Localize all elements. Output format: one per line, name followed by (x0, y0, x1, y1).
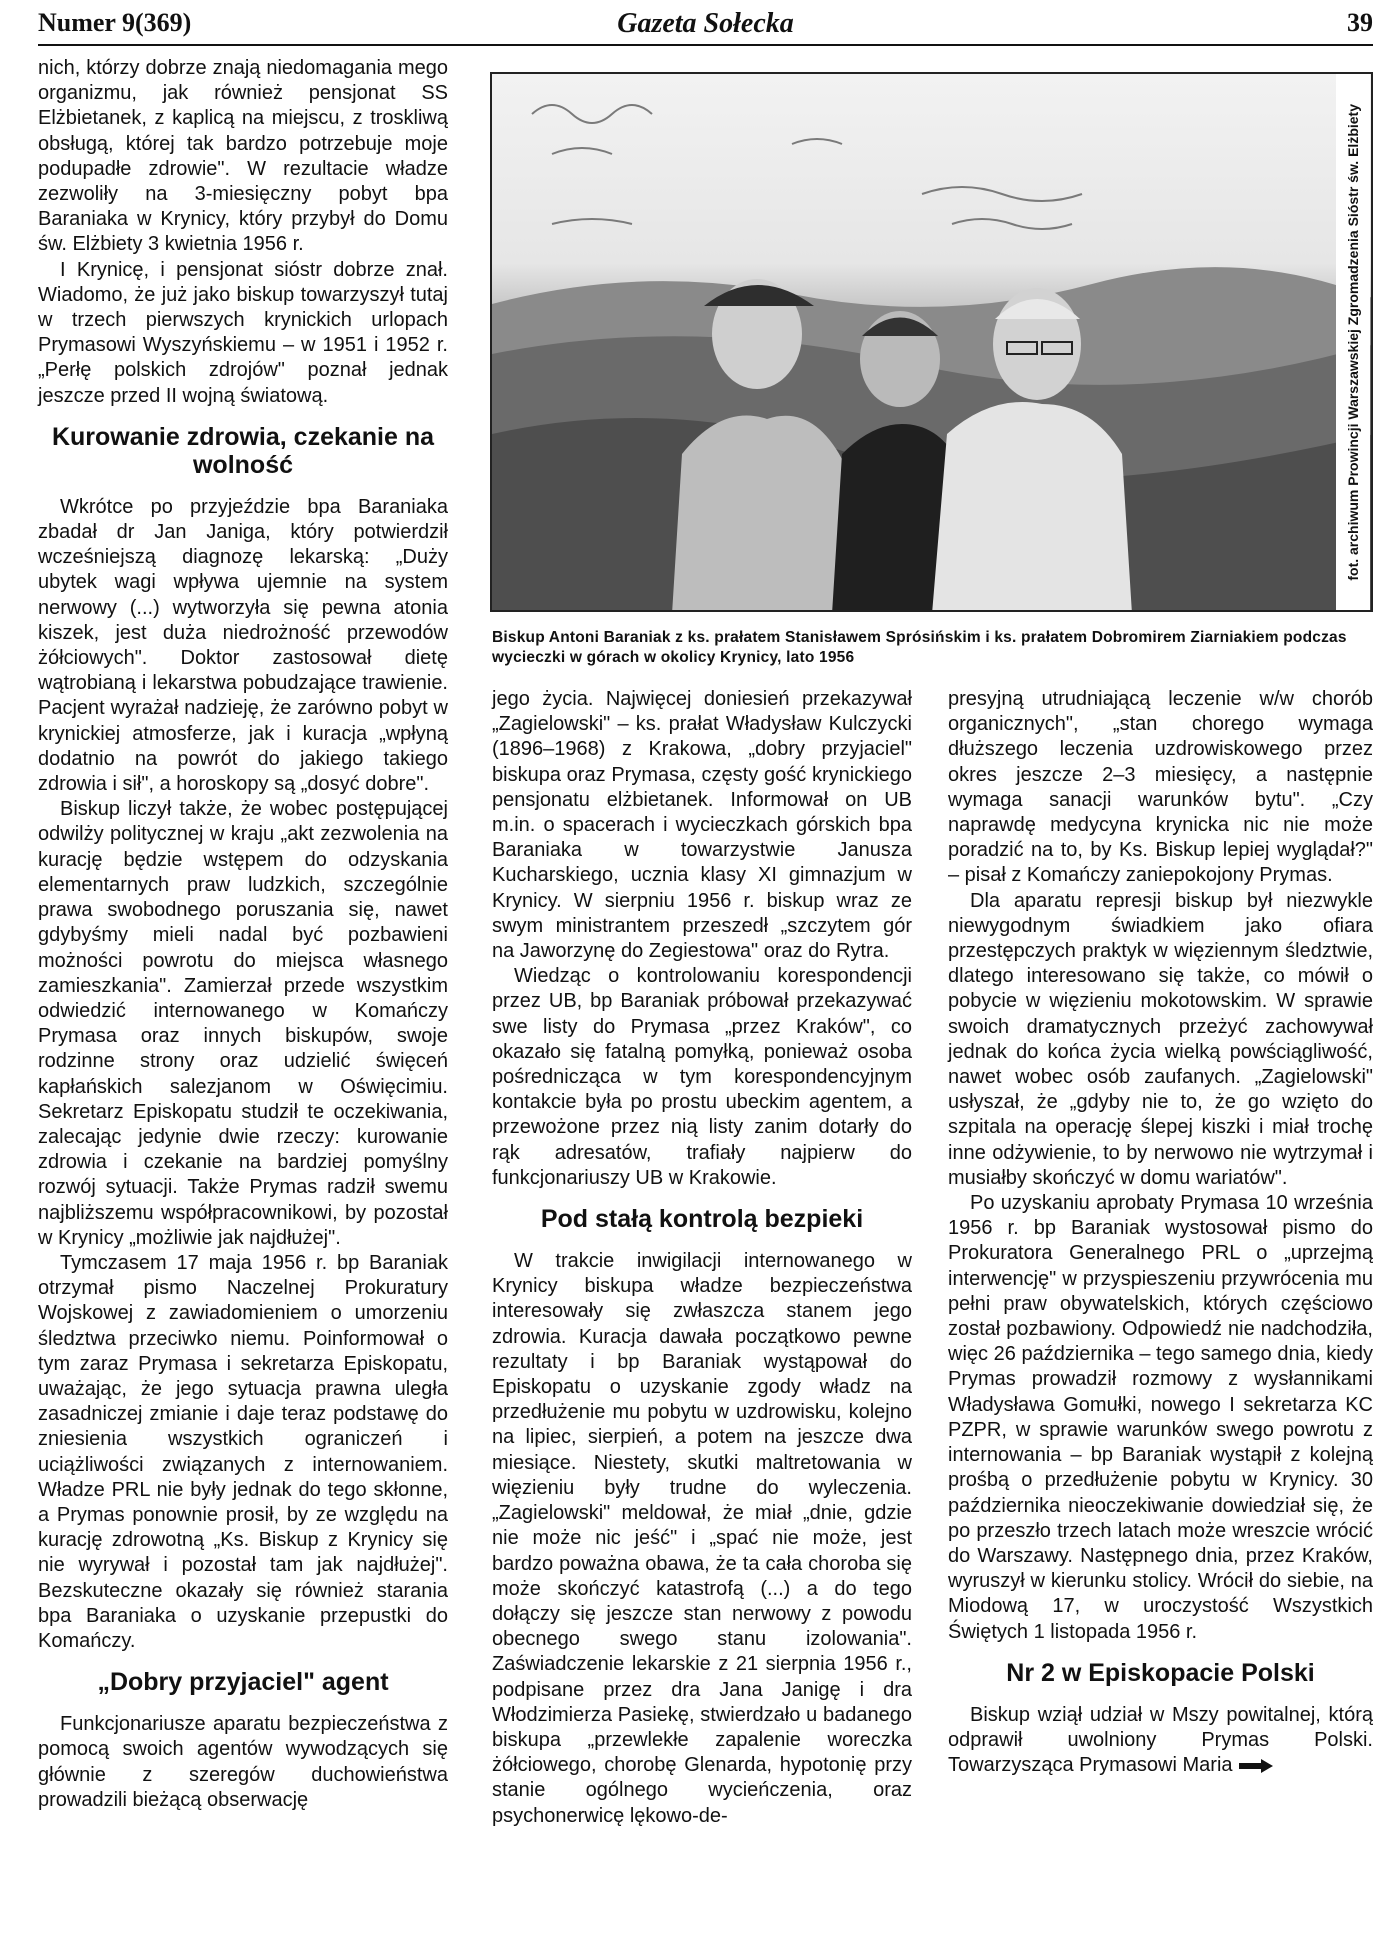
paragraph: Po uzyskaniu aprobaty Prymasa 10 września 1956 r. bp Baraniak wystosował pismo do Prokuratora Generalnego PRL o „uprzejmą interwencję" w przyspieszeniu przywrócenia mu pełni praw obywatelskich, których częściowo został pozbawiony. Odpowiedź nie nadchodziła, więc 26 października – tego samego dnia, kiedy Prymas prowadził rozmowy z wysłannikami Władysława Gomułki, nowego I sekretarza KC PZPR, w sprawie warunków swego powrotu z internowania – bp Baraniak wystąpił z kolejną prośbą o przedłużenie pobytu w Krynicy. 30 października nieoczekiwanie dowiedział się, że po przeszło trzech latach może wreszcie wrócić do Warszawy. Następnego dnia, przez Kraków, wyruszył w kierunku stolicy. Wrócił do siebie, na Miodową 17, w uroczystość Wszystkich Świętych 1 listopada 1956 r. (948, 1192, 1373, 1643)
paragraph-text: Biskup wziął udział w Mszy powitalnej, którą odprawił uwolniony Prymas Polski. Towarzysząca Prymasowi Maria (948, 1703, 1373, 1777)
paragraph: Wiedząc o kontrolowaniu korespondencji przez UB, bp Baraniak próbował przekazywać swe listy do Prymasa „przez Kraków", co okazało się fatalną pomyłką, ponieważ osoba pośrednicząca w tym korespondencyjnym kontakcie była po prostu ubeckim agentem, a przewożone przez nią listy zanim dotarły do rąk adresatów, trafiały najpierw do funkcjonariuszy UB w Krakowie. (492, 965, 912, 1189)
page-header (38, 8, 1373, 44)
column-2 (492, 687, 912, 1829)
paragraph (948, 1703, 1373, 1779)
photo (490, 72, 1373, 612)
photo-credit: fot. archiwum Prowincji Warszawskiej Zgromadzenia Sióstr św. Elżbiety (1336, 74, 1370, 610)
paragraph: Funkcjonariusze aparatu bezpieczeństwa z pomocą swoich agentów wywodzących się głównie z szeregów duchowieństwa prowadzili bieżącą obserwację (38, 1713, 448, 1811)
paragraph: jego życia. Najwięcej doniesień przekazywał „Zagielowski" – ks. prałat Władysław Kulczycki (1896–1968) z Krakowa, „dobry przyjaciel" biskupa oraz Prymasa, częsty gość krynickiego pensjonatu elżbietanek. Informował on UB m.in. o spacerach i wycieczkach górskich bpa Baraniaka w towarzystwie Janusza Kucharskiego, ucznia klasy XI gimnazjum w Krynicy. W sierpniu 1956 r. biskup wraz ze swym ministrantem przeszedł „szczytem gór na Jaworzynę do Zegiestowa" oraz do Rytra. (492, 688, 912, 963)
subheading: Kurowanie zdrowia, czekanie na wolność (51, 422, 435, 479)
paragraph: I Krynicę, i pensjonat sióstr dobrze znał. Wiadomo, że już jako biskup towarzyszył tutaj w trzech pierwszych krynickich urlopach Prymasowi Wyszyńskiemu – w 1951 i 1952 r. „Perłę polskich zdrojów" poznał jednak jeszcze przed II wojną światową. (38, 258, 448, 407)
page-number: 39 (1347, 8, 1373, 37)
paragraph: W trakcie inwigilacji internowanego w Krynicy biskupa władze bezpieczeństwa interesowały się zwłaszcza stanem jego zdrowia. Kuracja dawała początkowo pewne rezultaty i bp Baraniak wystąpował do Episkopatu o uzyskanie zgody władz na przedłużenie mu pobytu w uzdrowisku, kolejno na lipiec, sierpień, a potem na jeszcze dwa miesiące. Niestety, skutki maltretowania w więzieniu były trudne do wyleczenia. „Zagielowski" meldował, że miał „dnie, gdzie nie może nic jeść" i „spać nie może, jest bardzo poważna obawa, że ta cała choroba się może skończyć katastrofą (...) a do tego dołączy się jeszcze stan nerwowy z powodu obecnego swego stanu izolowania". Zaświadczenie lekarskie z 21 sierpnia 1956 r., podpisane przez dra Jana Janigę i dra Włodzimierza Pasiekę, stwierdzało u badanego biskupa „przewlekłe zapalenie woreczka żółciowego, chorobę Glenarda, hypotonię przy stanie ogólnego wycieńczenia, oraz psychonerwicę lękowo-de- (492, 1250, 912, 1827)
paragraph: nich, którzy dobrze znają niedomagania mego organizmu, jak również pensjonat SS Elżbietanek, z kaplicą na miejscu, z troskliwą obsługą, której tak bardzo potrzebuje moje podupadłe zdrowie". W rezultacie władze zezwoliły na 3-miesięczny pobyt bpa Baraniaka w Krynicy, który przybył do Domu św. Elżbiety 3 kwietnia 1956 r. (38, 57, 448, 256)
paragraph: Tymczasem 17 maja 1956 r. bp Baraniak otrzymał pismo Naczelnej Prokuratury Wojskowej z zawiadomieniem o umorzeniu śledztwa przeciwko niemu. Poinformował o tym zaraz Prymasa i sekretarza Episkopatu, uważając, że jego sytuacja prawna uległa zasadniczej zmianie i daje teraz podstawę do zniesienia wszystkich ograniczeń i uciążliwości związanych z internowaniem. Władze PRL nie były jednak do tego skłonne, a Prymas ponownie prosił, by ze względu na kurację zdrowotną „Ks. Biskup z Krynicy się nie wyrywał i pozostał tam jak najdłużej". Bezskuteczne okazały się również starania bpa Baraniaka o uzyskanie przepustki do Komańczy. (38, 1251, 448, 1652)
subheading: Nr 2 w Episkopacie Polski (1006, 1658, 1315, 1687)
subheading: Pod stałą kontrolą bezpieki (540, 1205, 864, 1234)
column-1 (38, 56, 448, 1813)
issue-number: Numer 9(369) (38, 8, 192, 37)
paragraph: Biskup liczył także, że wobec postępującej odwilży politycznej w kraju „akt zezwolenia na kurację będzie wstępem do odzyskania elementarnych praw ludzkich, szczególnie prawa swobodnego poruszania się, nawet gdybyśmy mieli nadal być pozbawieni możności powrotu do miejsca własnego zamieszkania". Zamierzał przede wszystkim odwiedzić internowanego w Komańczy Prymasa oraz innych biskupów, swoje rodzinne strony oraz udzielić święceń kapłańskich salezjanom w Oświęcimiu. Sekretarz Episkopatu studził te oczekiwania, zalecając jedynie dwie rzeczy: kurowanie zdrowia i czekanie na bardziej pomyślny rozwój sytuacji. Także Prymas radził swemu najbliższemu współpracownikowi, by pozostał w Krynicy „możliwie jak najdłużej". (38, 798, 448, 1249)
photo-caption: Biskup Antoni Baraniak z ks. prałatem Stanisławem Sprósińskim i ks. prałatem Dobromirem Ziarniakiem podczas wycieczki w górach w okolicy Krynicy, lato 1956 (492, 629, 1347, 666)
photo-image (492, 74, 1373, 612)
subheading: „Dobry przyjaciel" agent (97, 1668, 389, 1697)
newspaper-title: Gazeta Sołecka (617, 8, 794, 39)
continue-arrow-icon (1239, 1759, 1273, 1773)
paragraph: presyjną utrudniającą leczenie w/w chorób organicznych", „stan chorego wymaga dłuższego leczenia uzdrowiskowego przez okres jeszcze 2–3 miesięcy, a następnie wymaga sanacji warunków bytu". „Czy naprawdę medycyna krynicka nic nie może poradzić na to, by Ks. Biskup lepiej wyglądał?" – pisał z Komańczy zaniepokojony Prymas. (948, 688, 1373, 887)
header-rule (38, 44, 1373, 46)
paragraph: Wkrótce po przyjeździe bpa Baraniaka zbadał dr Jan Janiga, który potwierdził wcześniejszą diagnozę lekarską: „Duży ubytek wagi wpływa ujemnie na system nerwowy (...) wytworzyła się pewna atonia kiszek, jest duża niedrożność przewodów żółciowych". Doktor zastosował dietę wątrobianą i lekarstwa pobudzające trawienie. Pacjent wyrażał nadzieję, że zarówno pobyt w krynickiej atmosferze, jak i kuracja „wpłyną dodatnio na powrót do jakiego takiego zdrowia i sił", a horoskopy są „dosyć dobre". (38, 495, 448, 796)
paragraph: Dla aparatu represji biskup był niezwykle niewygodnym świadkiem jako ofiara przestępczych praktyk w więziennym śledztwie, dlatego interesowano się także, co mówił o pobycie w więzieniu mokotowskim. W sprawie swoich dramatycznych przeżyć zachowywał jednak do końca życia wielką powściągliwość, nawet wobec osób zaufanych. „Zagielowski" usłyszał, że „gdyby nie to, że go wzięto do szpitala na operację ślepej kiszki i miał trochę inne odżywienie, to by nerwowo nie wytrzymał i musiałby skończyć w domu wariatów". (948, 889, 1373, 1189)
column-3 (948, 687, 1373, 1778)
